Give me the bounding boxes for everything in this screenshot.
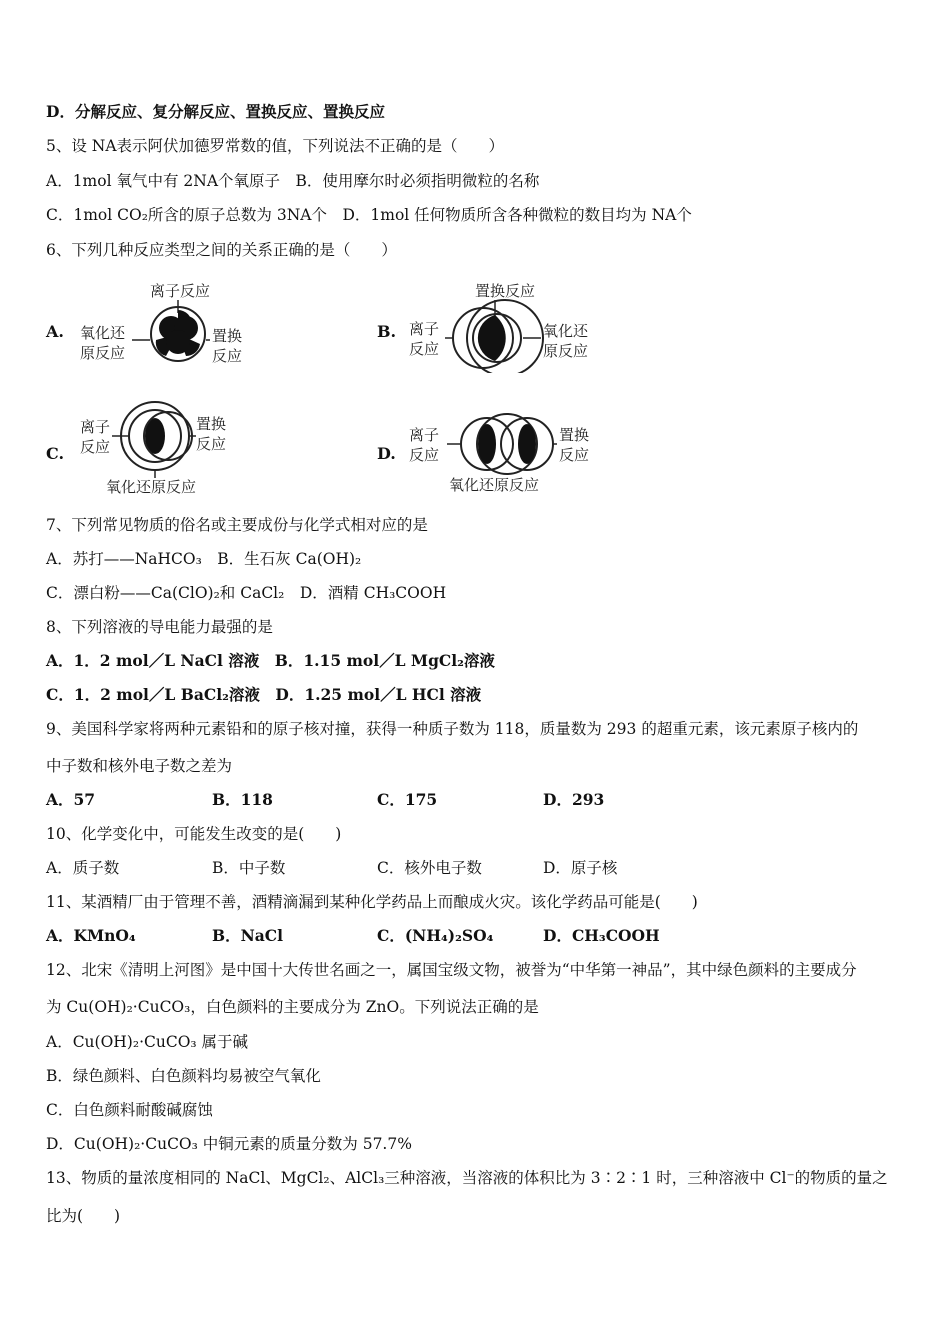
q5-options-line2: C．1mol CO₂所含的原子总数为 3NA个 D．1mol 任何物质所含各种微粒的数目均为 NA个 [46, 206, 692, 224]
q11-option-c: C．(NH₄)₂SO₄ [377, 926, 494, 945]
q6-b-ionic-1: 离子 [409, 320, 440, 338]
q9-stem-2: 中子数和核外电子数之差为 [46, 757, 233, 775]
q7-options-line2: C．漂白粉——Ca(ClO)₂和 CaCl₂ D．酒精 CH₃COOH [46, 584, 447, 602]
q7-stem: 7、下列常见物质的俗名或主要成份与化学式相对应的是 [46, 516, 428, 534]
q6-d-ionic-2: 反应 [409, 446, 440, 464]
q6-stem: 6、下列几种反应类型之间的关系正确的是（ ） [46, 241, 397, 259]
q11-option-a: A．KMnO₄ [46, 926, 136, 945]
q5-options-line1: A．1mol 氧气中有 2NA个氧原子 B．使用摩尔时必须指明微粒的名称 [46, 172, 540, 190]
q10-stem: 10、化学变化中，可能发生改变的是( ) [46, 825, 342, 843]
q12-option-d: D．Cu(OH)₂·CuCO₃ 中铜元素的质量分数为 57.7% [46, 1135, 412, 1153]
q6-c-ionic-2: 反应 [80, 438, 111, 456]
q6-d-replace-1: 置换 [559, 426, 590, 444]
q12-option-b: B．绿色颜料、白色颜料均易被空气氧化 [46, 1067, 321, 1085]
q8-options-line2: C．1．2 mol／L BaCl₂溶液 D．1.25 mol／L HCl 溶液 [46, 685, 482, 704]
q6-diagram-c [70, 398, 270, 498]
q6-d-overlap-right [518, 424, 536, 464]
q6-diagram-b [405, 278, 605, 373]
q6-label-d: D. [377, 444, 396, 463]
q6-a-redox-1: 氧化还 [80, 324, 126, 342]
q6-diagram-a [70, 278, 270, 373]
q9-stem-1: 9、美国科学家将两种元素铅和的原子核对撞，获得一种质子数为 118，质量数为 293 的超重元素，该元素原子核内的 [46, 720, 859, 738]
q12-stem-2: 为 Cu(OH)₂·CuCO₃，白色颜料的主要成分为 ZnO。下列说法正确的是 [46, 998, 539, 1016]
q6-d-redox-label: 氧化还原反应 [449, 476, 540, 494]
q6-b-replace-label: 置换反应 [475, 282, 536, 300]
q6-b-redox-1: 氧化还 [543, 322, 589, 340]
q6-d-overlap-left [478, 424, 496, 464]
q6-label-c: C. [46, 444, 65, 463]
q4-option-d: D．分解反应、复分解反应、置换反应、置换反应 [46, 102, 385, 121]
q10-option-a: A．质子数 [46, 859, 120, 877]
q6-a-leaf-3 [166, 330, 190, 354]
q6-a-replace-1: 置换 [212, 327, 243, 345]
q10-option-d: D．原子核 [543, 859, 618, 877]
q6-label-b: B. [377, 322, 397, 341]
q11-option-d: D．CH₃COOH [543, 926, 660, 945]
q6-c-replace-1: 置换 [196, 415, 227, 433]
q9-option-d: D．293 [543, 790, 605, 809]
q7-options-line1: A．苏打——NaHCO₃ B．生石灰 Ca(OH)₂ [46, 550, 362, 568]
q12-option-c: C．白色颜料耐酸碱腐蚀 [46, 1101, 213, 1119]
q9-option-c: C．175 [377, 790, 438, 809]
q6-c-replace-2: 反应 [196, 435, 227, 453]
q12-stem-1: 12、北宋《清明上河图》是中国十大传世名画之一，属国宝级文物，被誉为“中华第一神品”，其中绿色颜料的主要成分 [46, 961, 857, 979]
q10-option-c: C．核外电子数 [377, 859, 482, 877]
q6-diagram-d [405, 410, 605, 500]
q6-a-ionic-label: 离子反应 [150, 282, 211, 300]
q8-options-line1: A．1．2 mol／L NaCl 溶液 B．1.15 mol／L MgCl₂溶液 [46, 651, 495, 670]
q13-stem-1: 13、物质的量浓度相同的 NaCl、MgCl₂、AlCl₃三种溶液，当溶液的体积比为 3∶2∶1 时，三种溶液中 Cl⁻的物质的量之 [46, 1169, 888, 1187]
q6-c-redox-label: 氧化还原反应 [106, 478, 197, 496]
q6-c-ionic-1: 离子 [80, 418, 111, 436]
q11-option-b: B．NaCl [212, 926, 284, 945]
q11-stem: 11、某酒精厂由于管理不善，酒精滴漏到某种化学药品上而酿成火灾。该化学药品可能是( ) [46, 893, 698, 911]
q6-a-replace-2: 反应 [212, 347, 243, 365]
q8-stem: 8、下列溶液的导电能力最强的是 [46, 618, 273, 636]
q6-d-ionic-1: 离子 [409, 426, 440, 444]
q6-b-ionic-2: 反应 [409, 340, 440, 358]
q5-stem: 5、设 NA表示阿伏加德罗常数的值，下列说法不正确的是（ ） [46, 137, 505, 155]
q6-b-redox-2: 原反应 [543, 342, 589, 360]
q10-option-b: B．中子数 [212, 859, 286, 877]
q6-label-a: A. [46, 322, 64, 341]
q13-stem-2: 比为( ) [46, 1207, 121, 1225]
q6-d-replace-2: 反应 [559, 446, 590, 464]
q9-option-b: B．118 [212, 790, 273, 809]
q12-option-a: A．Cu(OH)₂·CuCO₃ 属于碱 [46, 1033, 249, 1051]
q9-option-a: A．57 [46, 790, 96, 809]
q6-a-redox-2: 原反应 [80, 344, 126, 362]
